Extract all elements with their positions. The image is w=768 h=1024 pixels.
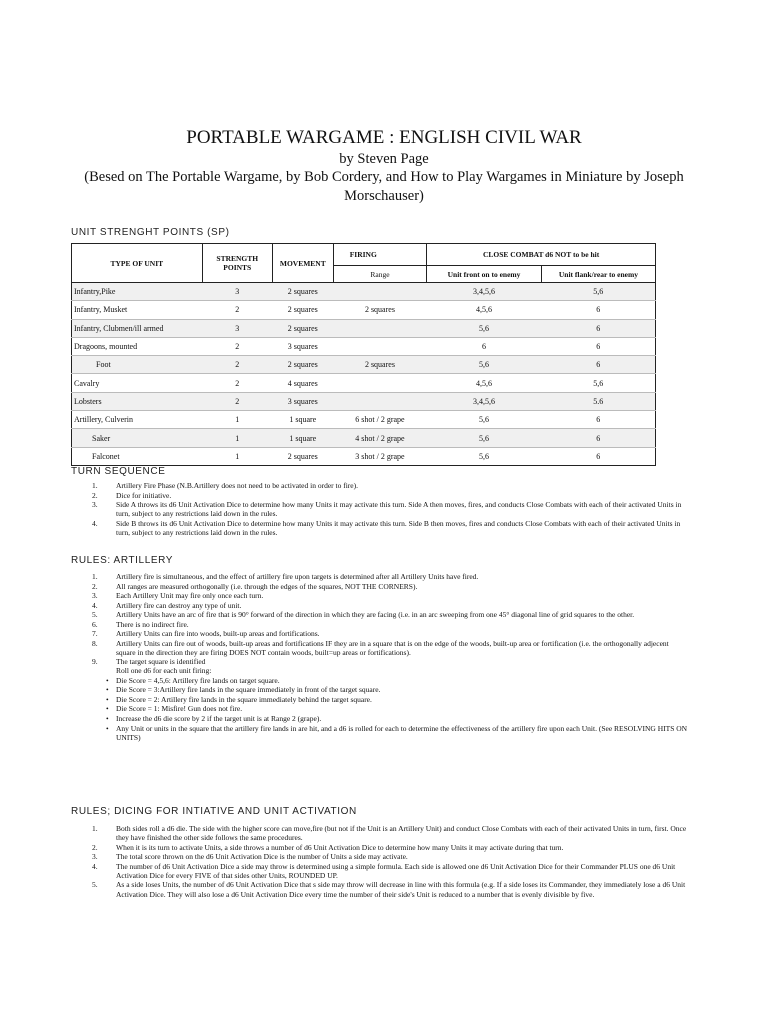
cell-unit-type: Infantry, Musket [72, 301, 203, 319]
section-heading-artillery: RULES: ARTILLERY [71, 555, 174, 566]
dicing-rule [88, 843, 688, 852]
item-text: Both sides roll a d6 die. The side with the higher score can move,fire (but not if the Unit is an Artillery Unit) and conduct Close Combats with each of their activated Units in turn, first. Once they have finished the other side follows the same procedures. [116, 824, 687, 843]
item-number: 8. [92, 638, 98, 648]
bullet-glyph: • [106, 685, 109, 695]
table-row [72, 411, 656, 429]
cell-range [333, 374, 426, 392]
cell-unit-type: Foot [72, 356, 203, 374]
cell-strength: 1 [202, 447, 272, 465]
artillery-rule [88, 601, 688, 610]
table-row [72, 283, 656, 301]
dicing-rule [88, 824, 688, 842]
cell-movement: 3 squares [272, 337, 333, 355]
cell-range: 3 shot / 2 grape [333, 447, 426, 465]
item-number: 4. [92, 600, 98, 610]
item-number: 9. [92, 657, 98, 667]
dice-score-bullets [88, 676, 688, 742]
item-number: 4. [92, 861, 98, 871]
bullet-text: Die Score = 1: Misfire! Gun does not fire. [116, 704, 243, 714]
bullet-glyph: • [106, 704, 109, 714]
bullet-text: Any Unit or units in the square that the artillery fire lands in are hit, and a d6 is rolled for each to determine the effectiveness of the artillery fire upon each Unit. (See RESOLVING HITS ON UNITS) [116, 723, 688, 742]
cell-range: 2 squares [333, 301, 426, 319]
item-text: Side B throws its d6 Unit Activation Dice to determine how many Units it may activate this turn. Side B then moves, fires and conducts Close Combats with each of their activated Units in turn, subject to any restrictions laid down in the rules. [116, 518, 681, 537]
cell-flank: 5,6 [541, 283, 655, 301]
dicing-rule [88, 862, 688, 880]
turn-sequence-list [88, 481, 688, 537]
cell-movement: 1 square [272, 411, 333, 429]
bullet-item [88, 724, 688, 742]
cell-range [333, 392, 426, 410]
cell-flank: 6 [541, 429, 655, 447]
cell-unit-type: Infantry,Pike [72, 283, 203, 301]
header-front: Unit front on to enemy [427, 266, 542, 283]
table-row [72, 374, 656, 392]
item-text: The target square is identified [116, 657, 206, 667]
cell-front: 5,6 [427, 411, 542, 429]
cell-range: 4 shot / 2 grape [333, 429, 426, 447]
bullet-item [88, 704, 688, 713]
document-credit: (Besed on The Portable Wargame, by Bob Cordery, and How to Play Wargames in Miniature by Joseph Morschauser) [84, 169, 684, 204]
cell-flank: 6 [541, 356, 655, 374]
item-number: 7. [92, 629, 98, 638]
table-row [72, 301, 656, 319]
section-heading-sp: UNIT STRENGHT POINTS (SP) [71, 227, 230, 238]
item-number: 3. [92, 500, 98, 509]
cell-flank: 5,6 [541, 374, 655, 392]
item-text: Side A throws its d6 Unit Activation Dice to determine how many Units it may activate this turn. Side A then moves, fires, and conducts Close Combats with each of their activated Units in turn, subject to any restrictions laid down in the rules. [116, 500, 682, 519]
cell-unit-type: Dragoons, mounted [72, 337, 203, 355]
cell-front: 6 [427, 337, 542, 355]
item-number: 1. [92, 572, 98, 581]
bullet-text: Increase the d6 die score by 2 if the target unit is at Range 2 (grape). [116, 713, 322, 723]
cell-unit-type: Infantry, Clubmen/ill armed [72, 319, 203, 337]
cell-front: 4,5,6 [427, 374, 542, 392]
artillery-rule [88, 639, 688, 657]
bullet-item [88, 676, 688, 685]
dicing-rule [88, 852, 688, 861]
bullet-text: Die Score = 4,5,6: Artillery fire lands on target square. [116, 675, 280, 685]
item-number: 2. [92, 842, 98, 852]
artillery-rule [88, 582, 688, 591]
cell-range [333, 319, 426, 337]
header-type: TYPE OF UNIT [72, 244, 203, 283]
cell-range [333, 283, 426, 301]
bullet-glyph: • [106, 694, 109, 704]
cell-front: 5,6 [427, 319, 542, 337]
table-body [72, 283, 656, 466]
cell-unit-type: Saker [72, 429, 203, 447]
item-text: Artillery fire can destroy any type of unit. [116, 600, 242, 610]
dicing-rules-list [88, 824, 688, 899]
table-row [72, 337, 656, 355]
item-number: 5. [92, 880, 98, 890]
cell-movement: 2 squares [272, 283, 333, 301]
cell-range [333, 337, 426, 355]
item-text: Dice for initiative. [116, 490, 172, 500]
cell-front: 5,6 [427, 447, 542, 465]
cell-range: 2 squares [333, 356, 426, 374]
artillery-rules-list [88, 572, 688, 742]
table-row [72, 356, 656, 374]
cell-movement: 2 squares [272, 447, 333, 465]
cell-strength: 3 [202, 283, 272, 301]
item-text: Artillery Fire Phase (N.B.Artillery does not need to be activated in order to fire). [116, 481, 359, 490]
bullet-glyph: • [106, 675, 109, 685]
bullet-glyph: • [106, 723, 109, 733]
cell-range: 6 shot / 2 grape [333, 411, 426, 429]
cell-flank: 6 [541, 447, 655, 465]
cell-front: 3,4,5,6 [427, 392, 542, 410]
item-text: The total score thrown on the d6 Unit Activation Dice is the number of Units a side may activate. [116, 852, 408, 862]
document-author: by Steven Page [339, 151, 429, 167]
item-number: 2. [92, 490, 98, 500]
item-text: Artillery fire is simultaneous, and the effect of artillery fire upon targets is determined after all Artillery Units have fired. [116, 572, 479, 581]
header-range: Range [333, 266, 426, 283]
document-title: PORTABLE WARGAME : ENGLISH CIVIL WAR [186, 127, 582, 148]
cell-front: 3,4,5,6 [427, 283, 542, 301]
cell-strength: 3 [202, 319, 272, 337]
item-number: 1. [92, 481, 98, 490]
cell-flank: 6 [541, 301, 655, 319]
artillery-rule [88, 610, 688, 619]
item-number: 5. [92, 610, 98, 619]
turn-step [88, 481, 688, 490]
cell-strength: 1 [202, 429, 272, 447]
item-number: 3. [92, 591, 98, 600]
cell-strength: 2 [202, 374, 272, 392]
cell-flank: 6 [541, 411, 655, 429]
artillery-rule [88, 657, 688, 742]
bullet-text: Die Score = 3:Artillery fire lands in the square immediately in front of the target square. [116, 685, 381, 695]
header-close-combat: CLOSE COMBAT d6 NOT to be hit [427, 244, 656, 266]
item-text: The number of d6 Unit Activation Dice a side may throw is determined using a simple formula. Each side is allowed one d6 Unit Activation Dice for their Commander PLUS one d6 Unit Activation Dice for every FIVE of that sides other Units, ROUNDED UP. [116, 861, 676, 880]
turn-step [88, 519, 688, 537]
cell-strength: 2 [202, 337, 272, 355]
cell-flank: 6 [541, 337, 655, 355]
bullet-item [88, 695, 688, 704]
artillery-rule [88, 572, 688, 581]
cell-strength: 2 [202, 301, 272, 319]
turn-step [88, 491, 688, 500]
bullet-item [88, 714, 688, 723]
header-flank: Unit flank/rear to enemy [541, 266, 655, 283]
header-firing: FIRING [333, 244, 426, 266]
section-heading-turn: TURN SEQUENCE [71, 466, 166, 477]
table-row [72, 319, 656, 337]
item-text: Artillery Units have an arc of fire that is 90° forward of the direction in which they are facing (i.e. in an arc sweeping from one 45° diagonal line of grid squares to the other. [116, 610, 635, 619]
header-movement: MOVEMENT [272, 244, 333, 283]
artillery-rule [88, 591, 688, 600]
cell-unit-type: Cavalry [72, 374, 203, 392]
item-number: 4. [92, 518, 98, 528]
turn-step [88, 500, 688, 518]
table-row [72, 447, 656, 465]
cell-unit-type: Falconet [72, 447, 203, 465]
item-text: All ranges are measured orthogonally (i.e. through the edges of the squares, NOT THE CORNERS). [116, 581, 418, 591]
item-text: Artillery Units can fire into woods, built-up areas and fortifications. [116, 629, 320, 638]
cell-unit-type: Lobsters [72, 392, 203, 410]
item-number: 6. [92, 619, 98, 629]
cell-movement: 2 squares [272, 319, 333, 337]
section-heading-dicing: RULES; DICING FOR INTIATIVE AND UNIT ACTIVATION [71, 806, 357, 817]
item-number: 1. [92, 824, 98, 833]
cell-flank: 5.6 [541, 392, 655, 410]
cell-flank: 6 [541, 319, 655, 337]
item-text: Each Artillery Unit may fire only once each turn. [116, 591, 264, 600]
bullet-glyph: • [106, 713, 109, 723]
cell-movement: 4 squares [272, 374, 333, 392]
table-row [72, 392, 656, 410]
cell-movement: 2 squares [272, 301, 333, 319]
cell-unit-type: Artillery, Culverin [72, 411, 203, 429]
cell-strength: 2 [202, 392, 272, 410]
dicing-rule [88, 880, 688, 898]
artillery-rule [88, 629, 688, 638]
item-text: When it is its turn to activate Units, a side throws a number of d6 Unit Activation Dice to determine how many Units it may activate during that turn. [116, 842, 564, 852]
cell-movement: 2 squares [272, 356, 333, 374]
cell-movement: 1 square [272, 429, 333, 447]
strength-points-table [71, 243, 656, 466]
item-text: Artillery Units can fire out of woods, built-up areas and fortifications IF they are in a square that is on the edge of the woods, built-up area or fortification (i.e. the orthogonally adjecent square in the direction they are firing DOES NOT contain woods, built=up areas or fortifications). [116, 638, 669, 657]
table-row [72, 429, 656, 447]
header-strength: STRENGTH POINTS [202, 244, 272, 283]
cell-movement: 3 squares [272, 392, 333, 410]
cell-front: 4,5,6 [427, 301, 542, 319]
item-number: 2. [92, 581, 98, 591]
item-subtext: Roll one d6 for each unit firing: [116, 666, 212, 676]
bullet-text: Die Score = 2: Artillery fire lands in the square immediately behind the target square. [116, 694, 372, 704]
item-text: As a side loses Units, the number of d6 Unit Activation Dice that s side may throw will decrease in line with this formula (e.g. If a side loses its Commander, they immediately lose a d6 Unit Activation Dice. They will also lose a d6 Unit Activation Dice every time the number of their side's Unit is reduced to a number that is evenly divisible by five. [116, 880, 686, 899]
cell-strength: 1 [202, 411, 272, 429]
cell-front: 5,6 [427, 429, 542, 447]
cell-strength: 2 [202, 356, 272, 374]
item-text: There is no indirect fire. [116, 619, 189, 629]
item-number: 3. [92, 852, 98, 862]
artillery-rule [88, 620, 688, 629]
cell-front: 5,6 [427, 356, 542, 374]
bullet-item [88, 685, 688, 694]
